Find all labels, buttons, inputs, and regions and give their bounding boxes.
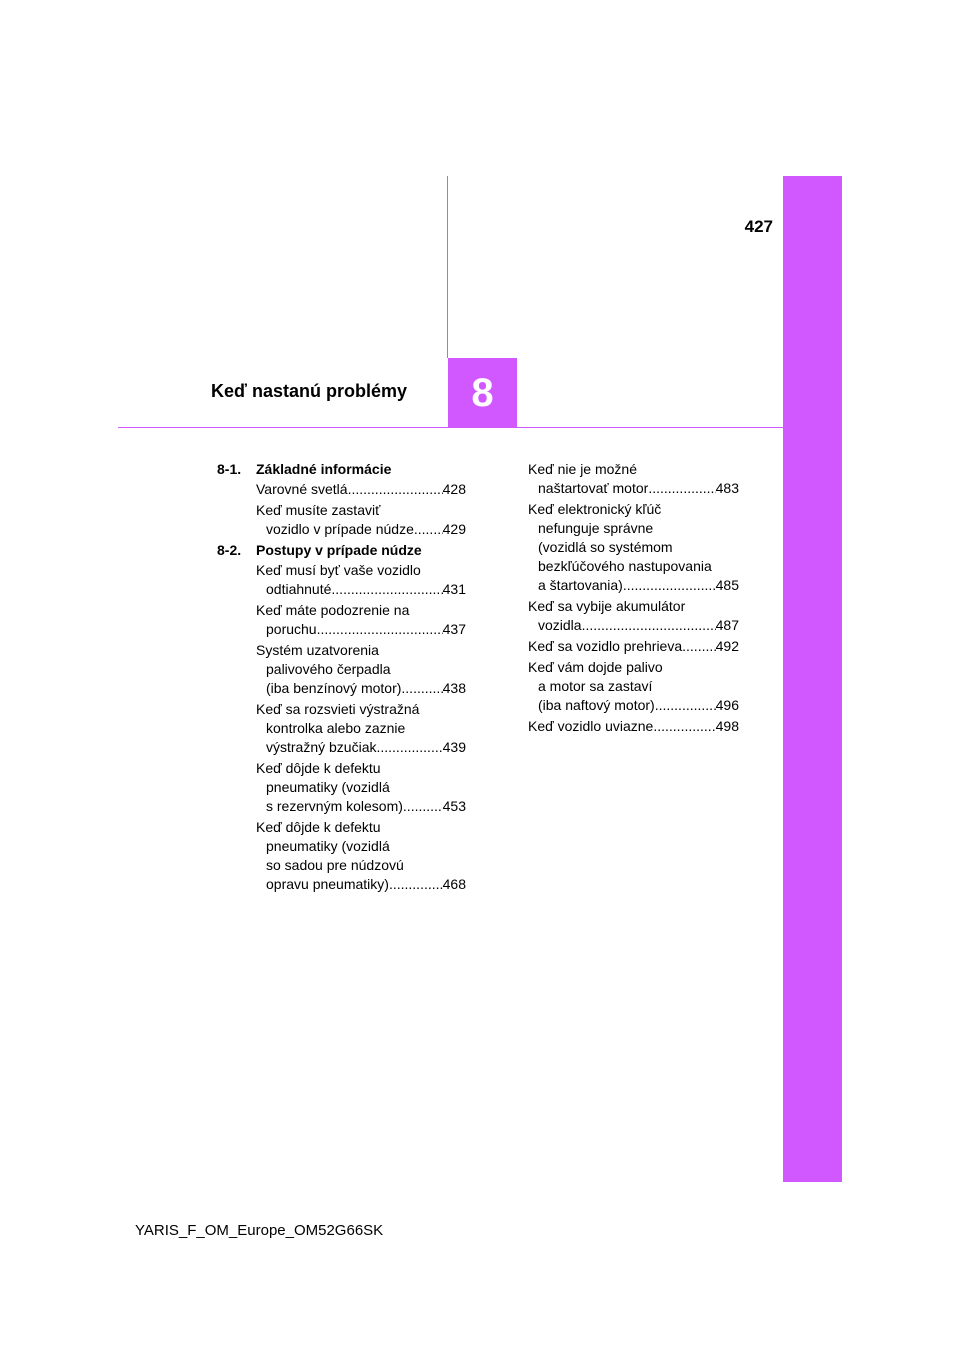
toc-entry-text: vozidla xyxy=(538,617,582,633)
toc-entry[interactable] xyxy=(528,597,739,635)
toc-entry-text: (iba naftový motor) xyxy=(538,697,655,713)
dot-leader xyxy=(623,576,716,595)
toc-entry[interactable] xyxy=(217,601,466,639)
toc-page-number: 498 xyxy=(715,718,739,734)
dot-leader xyxy=(648,479,715,498)
dot-leader xyxy=(682,637,716,656)
toc-entry-text: Varovné svetlá xyxy=(256,481,348,497)
toc-entry[interactable] xyxy=(528,658,739,715)
dot-leader xyxy=(414,520,443,539)
toc-page-number: 468 xyxy=(442,876,466,892)
toc-entry-text: so sadou pre núdzovú xyxy=(266,857,404,873)
section-number: 8-1. xyxy=(217,461,242,477)
section-title: Postupy v prípade núdze xyxy=(256,542,422,558)
toc-entry-text: Keď sa vybije akumulátor xyxy=(528,598,686,614)
toc-entry-text: odtiahnuté xyxy=(266,581,332,597)
toc-page-number: 485 xyxy=(715,577,739,593)
toc-entry-text: (iba benzínový motor) xyxy=(266,680,402,696)
toc-right-column xyxy=(528,460,739,738)
page-number: 427 xyxy=(744,217,773,236)
toc-entry-text: Systém uzatvorenia xyxy=(256,642,379,658)
toc-page-number: 439 xyxy=(442,739,466,755)
chapter-side-tab xyxy=(783,176,842,1182)
toc-section-heading[interactable] xyxy=(217,460,466,479)
toc-entry[interactable] xyxy=(528,460,739,498)
toc-entry-text: Keď sa rozsvieti výstražná xyxy=(256,701,420,717)
toc-entry-text: poruchu xyxy=(266,621,317,637)
toc-page-number: 483 xyxy=(715,480,739,496)
toc-page-number: 437 xyxy=(442,621,466,637)
toc-entry[interactable] xyxy=(528,717,739,736)
toc-entry[interactable] xyxy=(528,500,739,595)
dot-leader xyxy=(389,875,443,894)
toc-entry-text: a motor sa zastaví xyxy=(538,678,653,694)
toc-section-heading[interactable] xyxy=(217,541,466,560)
toc-entry[interactable] xyxy=(217,818,466,894)
toc-entry[interactable] xyxy=(528,637,739,656)
toc-entry[interactable] xyxy=(217,700,466,757)
dot-leader xyxy=(331,580,442,599)
dot-leader xyxy=(655,696,716,715)
toc-entry-text: opravu pneumatiky) xyxy=(266,876,389,892)
toc-entry-text: Keď elektronický kľúč xyxy=(528,501,662,517)
section-title: Základné informácie xyxy=(256,461,392,477)
toc-page-number: 431 xyxy=(442,581,466,597)
toc-entry-text: kontrolka alebo zaznie xyxy=(266,720,406,736)
toc-page-number: 438 xyxy=(442,680,466,696)
toc-entry[interactable] xyxy=(217,759,466,816)
toc-entry-text: Keď nie je možné xyxy=(528,461,637,477)
dot-leader xyxy=(653,717,715,736)
toc-entry-text: Keď sa vozidlo prehrieva xyxy=(528,638,683,654)
toc-entry-text: Keď máte podozrenie na xyxy=(256,602,410,618)
dot-leader xyxy=(401,679,442,698)
toc-entry-text: výstražný bzučiak xyxy=(266,739,377,755)
toc-entry-text: (vozidlá so systémom xyxy=(538,539,673,555)
toc-entry[interactable] xyxy=(217,561,466,599)
toc-entry-text: nefunguje správne xyxy=(538,520,654,536)
toc-entry-text: pneumatiky (vozidlá xyxy=(266,779,390,795)
toc-entry-text: palivového čerpadla xyxy=(266,661,391,677)
toc-entry-text: naštartovať motor xyxy=(538,480,649,496)
header-vertical-rule xyxy=(447,176,448,358)
toc-entry[interactable] xyxy=(217,501,466,539)
toc-entry-text: Keď dôjde k defektu xyxy=(256,760,381,776)
toc-entry-text: Keď vozidlo uviazne xyxy=(528,718,654,734)
toc-page-number: 492 xyxy=(715,638,739,654)
toc-page-number: 453 xyxy=(442,798,466,814)
toc-entry-text: vozidlo v prípade núdze xyxy=(266,521,414,537)
toc-entry-text: bezkľúčového nastupovania xyxy=(538,558,712,574)
toc-entry-text: s rezervným kolesom) xyxy=(266,798,403,814)
dot-leader xyxy=(376,738,442,757)
chapter-number: 8 xyxy=(471,371,494,415)
dot-leader xyxy=(348,480,443,499)
toc-entry-text: Keď dôjde k defektu xyxy=(256,819,381,835)
toc-left-column xyxy=(217,460,466,896)
dot-leader xyxy=(582,616,716,635)
dot-leader xyxy=(403,797,443,816)
toc-entry-text: Keď musíte zastaviť xyxy=(256,502,381,518)
toc-page-number: 487 xyxy=(715,617,739,633)
toc-page-number: 496 xyxy=(715,697,739,713)
toc-entry-text: a štartovania) xyxy=(538,577,623,593)
toc-entry-text: pneumatiky (vozidlá xyxy=(266,838,390,854)
dot-leader xyxy=(317,620,443,639)
toc-entry[interactable] xyxy=(217,641,466,698)
section-number: 8-2. xyxy=(217,542,242,558)
toc-entry-text: Keď musí byť vaše vozidlo xyxy=(256,562,421,578)
toc-entry[interactable] xyxy=(217,480,466,499)
toc-page-number: 429 xyxy=(442,521,466,537)
toc-page-number: 428 xyxy=(442,481,466,497)
toc-entry-text: Keď vám dojde palivo xyxy=(528,659,663,675)
chapter-number-box xyxy=(448,358,517,428)
chapter-title: Keď nastanú problémy xyxy=(211,381,407,401)
footer-doc-id: YARIS_F_OM_Europe_OM52G66SK xyxy=(135,1222,384,1239)
